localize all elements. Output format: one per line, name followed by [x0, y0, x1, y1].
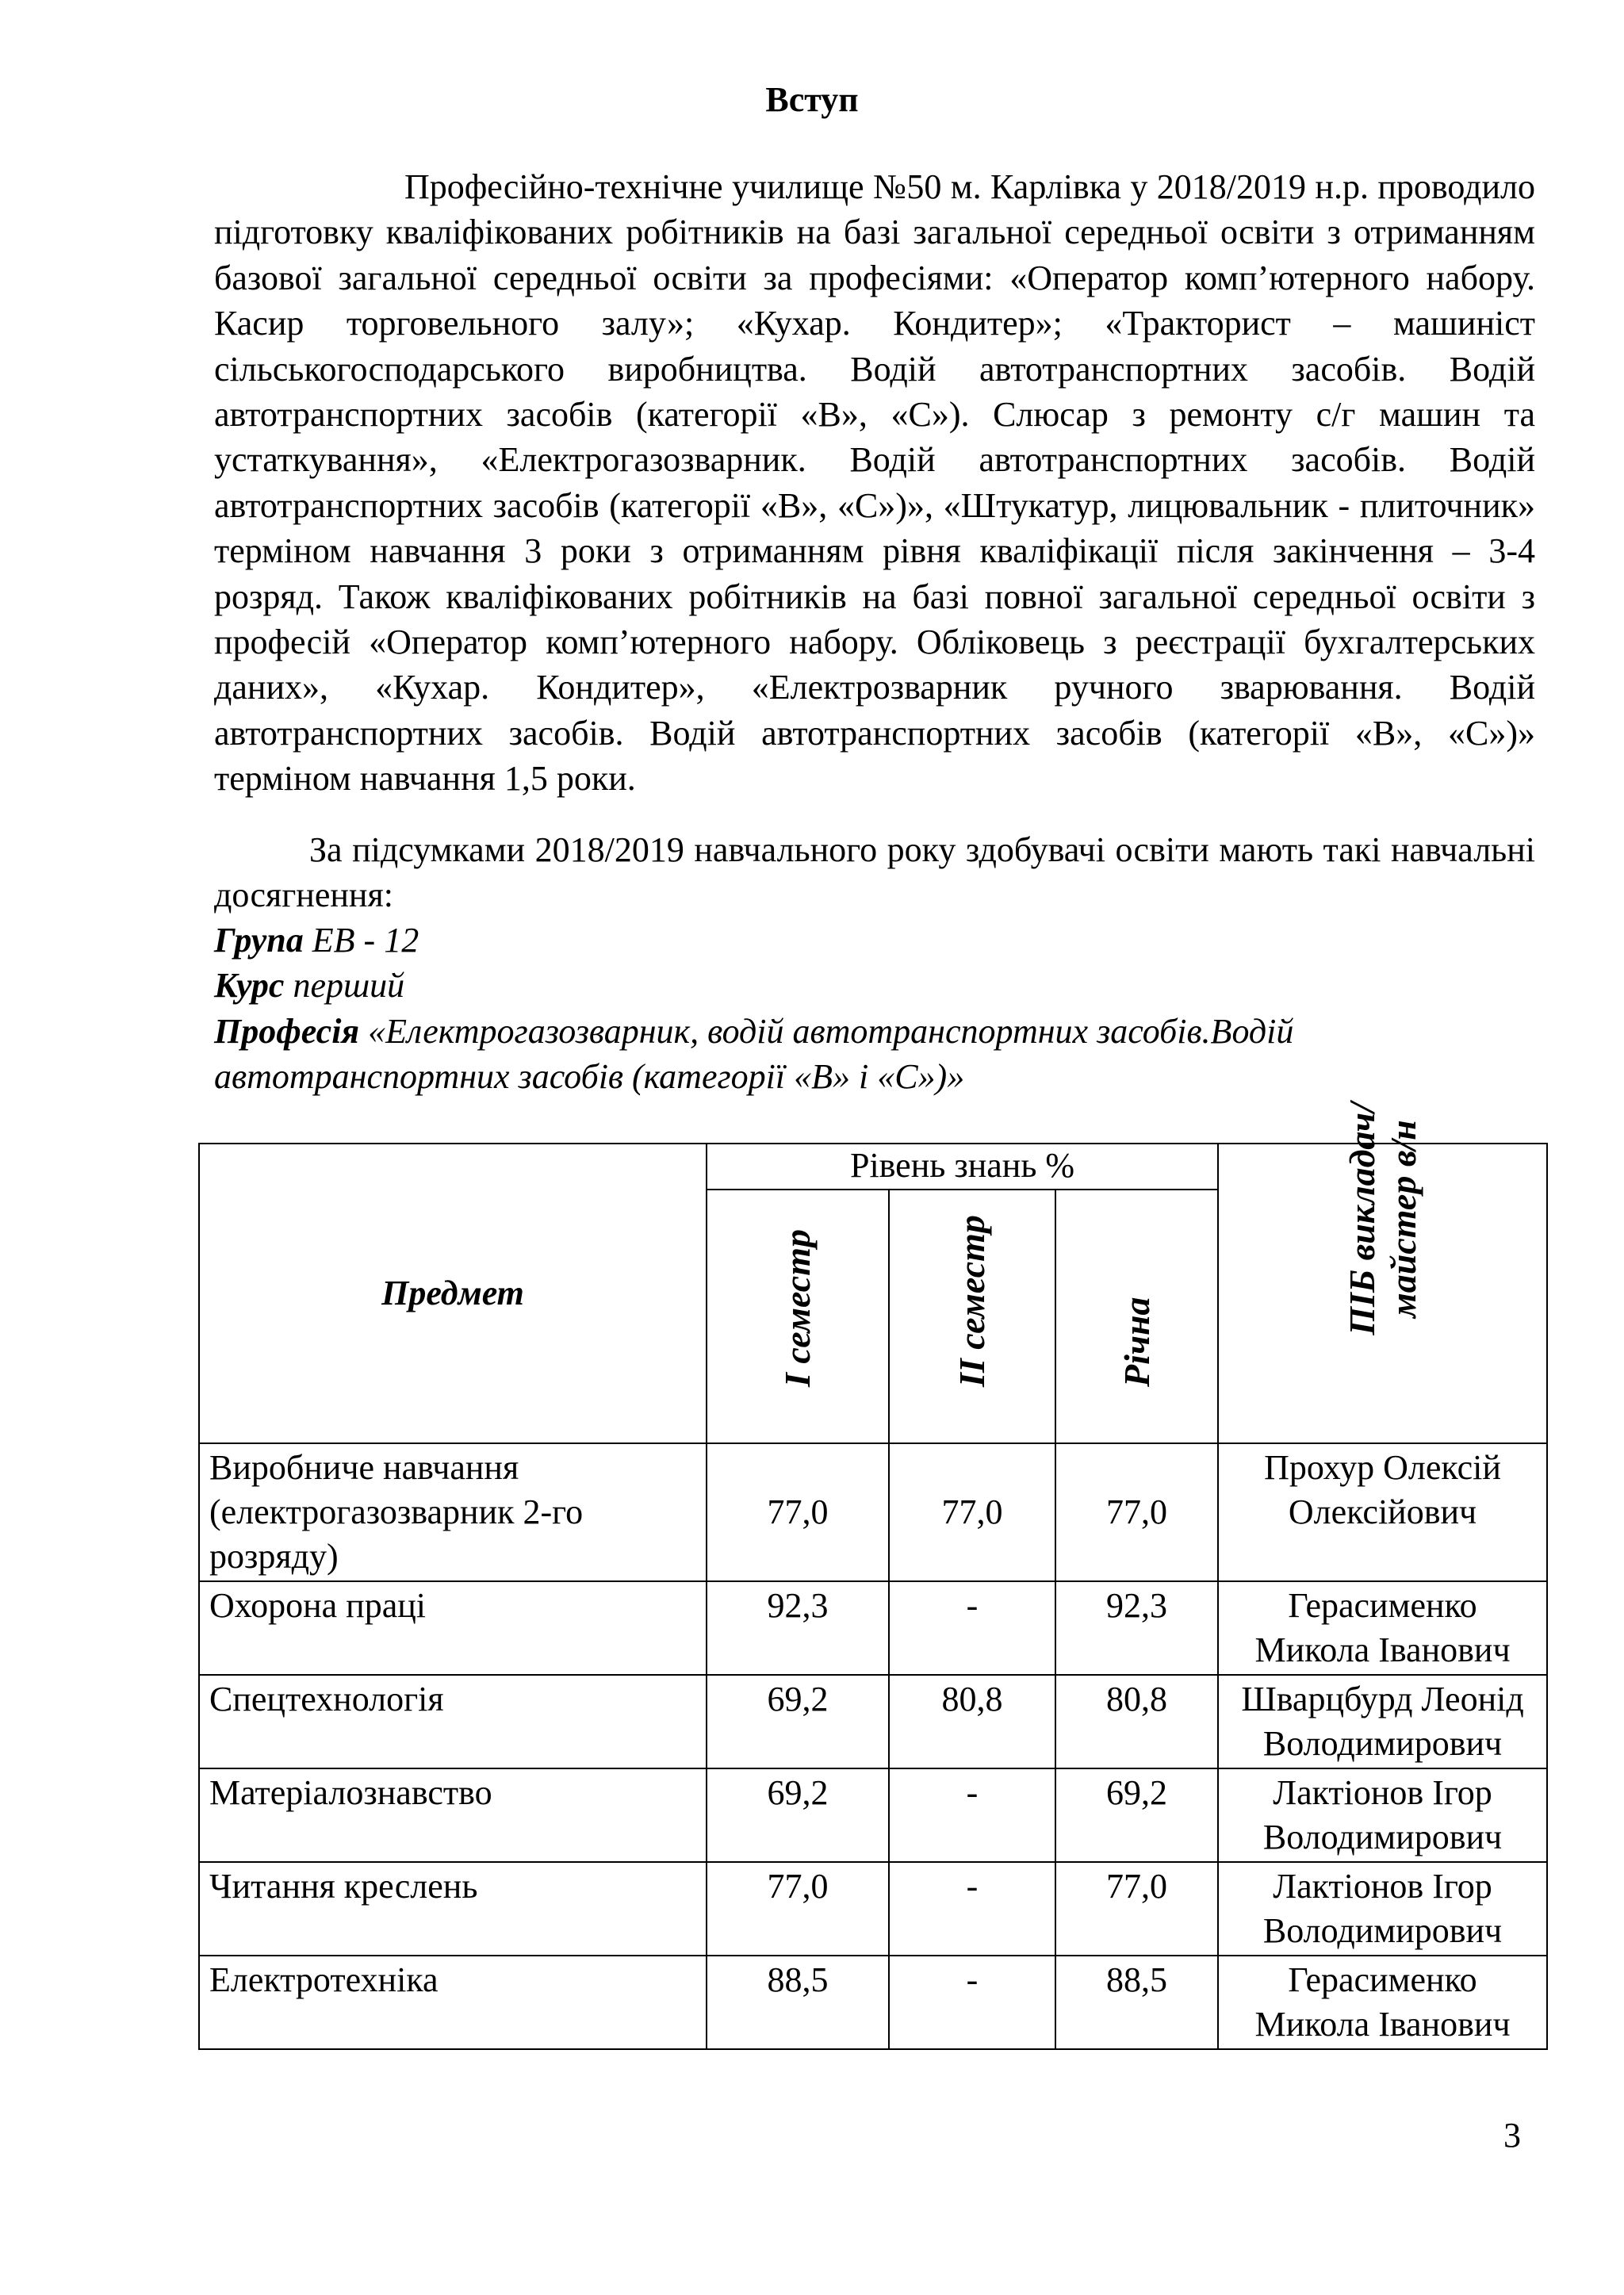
table-row: [199, 1862, 1547, 1956]
sem2-cell: -: [889, 1862, 1055, 1956]
sem2-cell: -: [889, 1768, 1055, 1862]
results-paragraph: За підсумками 2018/2019 навчального року здобувачі освіти мають такі навчальні досягнення:: [214, 830, 1535, 915]
annual-cell: 69,2: [1055, 1768, 1218, 1862]
page-number: 3: [1503, 2116, 1521, 2155]
sem1-cell: 69,2: [707, 1768, 889, 1862]
subject-cell: Електротехніка: [199, 1956, 707, 2049]
level-header: Рівень знань %: [707, 1144, 1218, 1190]
sem1-cell: 77,0: [707, 1443, 889, 1581]
grades-table: [198, 1102, 1548, 2050]
table-row: [199, 1768, 1547, 1862]
profession-line: [214, 1009, 1562, 1100]
subject-cell: Виробниче навчання (електрогазозварник 2-го розряду): [199, 1443, 707, 1581]
course-value: перший: [293, 966, 405, 1005]
annual-cell: 88,5: [1055, 1956, 1218, 2049]
teacher-cell: Герасименко Микола Іванович: [1218, 1581, 1547, 1675]
teacher-cell: Лактіонов Ігор Володимирович: [1218, 1862, 1547, 1956]
sem2-cell: -: [889, 1956, 1055, 2049]
annual-header: [1055, 1190, 1218, 1443]
course-line: [214, 963, 1562, 1008]
sem1-cell: 92,3: [707, 1581, 889, 1675]
group-value: ЕВ - 12: [312, 921, 419, 960]
profession-value: «Електрогазозварник, водій автотранспортних засобів.Водій автотранспортних засобів (категорії «В» і «С»)»: [214, 1012, 1294, 1097]
subject-cell: Спецтехнологія: [199, 1675, 707, 1768]
teacher-cell: Шварцбурд Леонід Володимирович: [1218, 1675, 1547, 1768]
annual-cell: 80,8: [1055, 1675, 1218, 1768]
sem1-cell: 69,2: [707, 1675, 889, 1768]
annual-cell: 77,0: [1055, 1862, 1218, 1956]
sem2-header: [889, 1190, 1055, 1443]
teacher-header: [1218, 1102, 1547, 1443]
sem1-cell: 88,5: [707, 1956, 889, 2049]
intro-paragraph: Професійно-технічне училище №50 м. Карлівка у 2018/2019 н.р. проводило підготовку кваліфікованих робітників на базі загальної середньої освіти з отриманням базової загальної середньої освіти за професіями: «Оператор комп’ютерного набору. Касир торговельного залу»; «Кухар. Кондитер»; «Тракторист – машиніст сільськогосподарського виробництва. Водій автотранспортних засобів. Водій автотранспортних засобів (категорії «В», «С»). Слюсар з ремонту с/г машин та устаткування», «Електрогазозварник. Водій автотранспортних засобів. Водій автотранспортних засобів (категорії «В», «С»)», «Штукатур, лицювальник - плиточник» терміном навчання 3 роки з отриманням рівня кваліфікації після закінчення – 3-4 розряд. Також кваліфікованих робітників на базі повної загальної середньої освіти з професій «Оператор комп’ютерного набору. Обліковець з реєстрації бухгалтерських даних», «Кухар. Кондитер», «Електрозварник ручного зварювання. Водій автотранспортних засобів. Водій автотранспортних засобів (категорії «В», «С»)» терміном навчання 1,5 роки.: [214, 167, 1535, 799]
sem1-header: [707, 1190, 889, 1443]
sem2-cell: 77,0: [889, 1443, 1055, 1581]
sem2-cell: -: [889, 1581, 1055, 1675]
annual-cell: 77,0: [1055, 1443, 1218, 1581]
table-row: [199, 1675, 1547, 1768]
page-title: Вступ: [765, 80, 859, 119]
subject-cell: Читання креслень: [199, 1862, 707, 1956]
annual-header-text: Річна: [1116, 1297, 1157, 1387]
sem2-header-text: ІІ семестр: [952, 1215, 992, 1387]
teacher-cell: Лактіонов Ігор Володимирович: [1218, 1768, 1547, 1862]
subject-cell: Матеріалознавство: [199, 1768, 707, 1862]
sem1-cell: 77,0: [707, 1862, 889, 1956]
profession-label: Професія: [214, 1012, 360, 1051]
course-label: Курс: [214, 966, 285, 1005]
teacher-cell: Прохур Олексій Олексійович: [1218, 1443, 1547, 1581]
table-row: [199, 1581, 1547, 1675]
table-header-row: [199, 1144, 1547, 1190]
annual-cell: 92,3: [1055, 1581, 1218, 1675]
table-row: [199, 1956, 1547, 2049]
subject-cell: Охорона праці: [199, 1581, 707, 1675]
sem1-header-text: І семестр: [777, 1228, 818, 1387]
table-row: [199, 1443, 1547, 1581]
group-label: Група: [214, 921, 304, 960]
subject-header: Предмет: [199, 1144, 707, 1443]
group-line: [214, 918, 1562, 963]
teacher-cell: Герасименко Микола Іванович: [1218, 1956, 1547, 2049]
sem2-cell: 80,8: [889, 1675, 1055, 1768]
teacher-header-text: ПІБ викладач/ майстер в/н: [1341, 1102, 1423, 1335]
